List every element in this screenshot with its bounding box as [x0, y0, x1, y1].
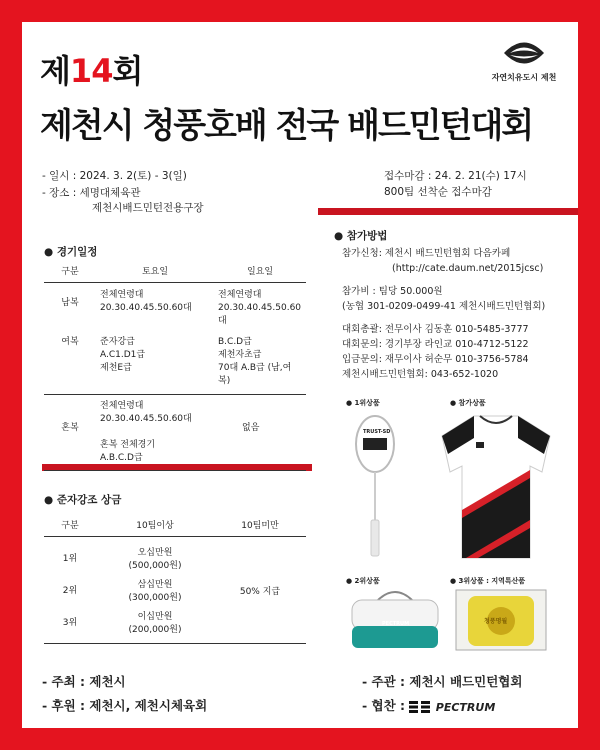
edition-prefix: 제	[40, 52, 70, 90]
prize-amount-num: (500,000원)	[128, 561, 182, 571]
apply-line: 참가신청: 제천시 배드민턴협회 다음카페	[342, 248, 511, 259]
prize-amount: 오십만원	[137, 548, 173, 558]
apply-line: (http://cate.daum.net/2015jcsc)	[392, 263, 544, 274]
prize-heading: ● 준자강조 상금	[44, 494, 122, 506]
deadline-note: 800팀 선착순 접수마감	[384, 186, 492, 198]
prize-col-division: 구분	[44, 518, 96, 537]
table-row	[44, 336, 306, 388]
racket-text: TRUST-SD	[363, 429, 391, 435]
prize-col-under10: 10팀미만	[214, 518, 306, 537]
prize-rank: 2위	[62, 586, 78, 596]
organizer: - 주관 : 제천시 배드민턴협회	[362, 674, 523, 689]
schedule-col-sat: 토요일	[96, 264, 214, 283]
bag-text: PECTRUM	[382, 621, 410, 627]
schedule-table	[44, 264, 306, 471]
schedule-sun: 없음	[242, 423, 260, 433]
apply-line: 대회문의: 경기부장 라인교 010-4712-5122	[342, 339, 529, 350]
apply-line: 참가비 : 팀당 50.000원	[342, 286, 443, 297]
apply-line: 대회총괄: 전무이사 김동훈 010-5485-3777	[342, 324, 529, 335]
schedule-col-sun: 일요일	[214, 264, 306, 283]
brand-text: PECTRUM	[435, 700, 496, 714]
divider-bar-right	[318, 208, 578, 215]
apply-heading: ● 참가방법	[334, 230, 388, 242]
schedule-sat: 준자강급 A.C1.D1급 제천E급	[100, 337, 146, 373]
schedule-sat: 전체연령대 20.30.40.45.50.60대 혼복 전체경기 A.B.C.D급	[100, 401, 192, 463]
prize-amount: 이십만원	[137, 612, 173, 622]
prize-amount-num: (300,000원)	[128, 593, 182, 603]
schedule-col-division: 구분	[44, 264, 96, 283]
schedule-sun: 전체연령대 20.30.40.45.50.60대	[218, 290, 302, 326]
cosponsor-label: - 협찬 :	[362, 698, 406, 713]
city-slogan: 자연치유도시 제천	[491, 73, 557, 82]
city-emblem-icon	[502, 36, 546, 70]
apply-line: 입금문의: 재무이사 허순무 010-3756-5784	[342, 354, 529, 365]
bag-image	[348, 588, 442, 652]
schedule-heading: ● 경기일정	[44, 246, 98, 258]
event-place: - 장소 : 세명대체육관	[42, 187, 141, 199]
host: - 주최 : 제천시	[42, 674, 126, 689]
rice-text: 청풍명월	[484, 618, 508, 625]
schedule-division: 남복	[61, 298, 79, 308]
second-prize-label: ● 2위상품	[346, 577, 380, 585]
entry-prize-label: ● 참가상품	[450, 399, 486, 407]
cosponsor-row	[362, 696, 495, 714]
prize-under10: 50% 지급	[239, 586, 281, 597]
schedule-division: 여복	[61, 337, 79, 347]
event-title: 제천시 청풍호배 전국 배드민턴대회	[40, 106, 533, 146]
poster-sheet	[22, 22, 578, 728]
prize-rank: 3위	[62, 618, 78, 628]
deadline: 접수마감 : 24. 2. 21(수) 17시	[384, 170, 527, 182]
apply-line: 제천시배드민턴협회: 043-652-1020	[342, 369, 499, 380]
apply-line: (농협 301-0209-0499-41 제천시배드민턴협회)	[342, 301, 546, 312]
tshirt-image	[438, 412, 554, 562]
edition-number: 14	[69, 52, 113, 90]
prize-amount-num: (200,000원)	[128, 625, 182, 635]
prize-table	[44, 518, 306, 644]
table-row	[44, 400, 306, 465]
pectrum-logo	[409, 699, 495, 715]
edition-title	[40, 46, 142, 92]
edition-suffix: 회	[112, 52, 143, 90]
table-row	[44, 547, 306, 573]
city-logo	[484, 36, 564, 83]
schedule-sun: B.C.D급 제천자초급 70대 A.B급 (남,여복)	[218, 337, 292, 386]
table-row	[44, 289, 306, 328]
prize-amount: 삼십만원	[137, 580, 173, 590]
sponsor: - 후원 : 제천시, 제천시체육회	[42, 698, 208, 713]
event-place-extra: 제천시배드민턴전용구장	[92, 202, 204, 214]
prize-col-over10: 10팀이상	[96, 518, 214, 537]
event-date: - 일시 : 2024. 3. 2(토) - 3(일)	[42, 170, 187, 182]
prize-rank: 1위	[62, 554, 78, 564]
ss-logo-icon	[409, 700, 431, 714]
schedule-sat: 전체연령대 20.30.40.45.50.60대	[100, 290, 192, 313]
third-prize-label: ● 3위상품 : 지역특산품	[450, 577, 526, 585]
first-prize-label: ● 1위상품	[346, 399, 380, 407]
apply-block	[342, 246, 545, 382]
schedule-division: 혼복	[61, 423, 79, 433]
